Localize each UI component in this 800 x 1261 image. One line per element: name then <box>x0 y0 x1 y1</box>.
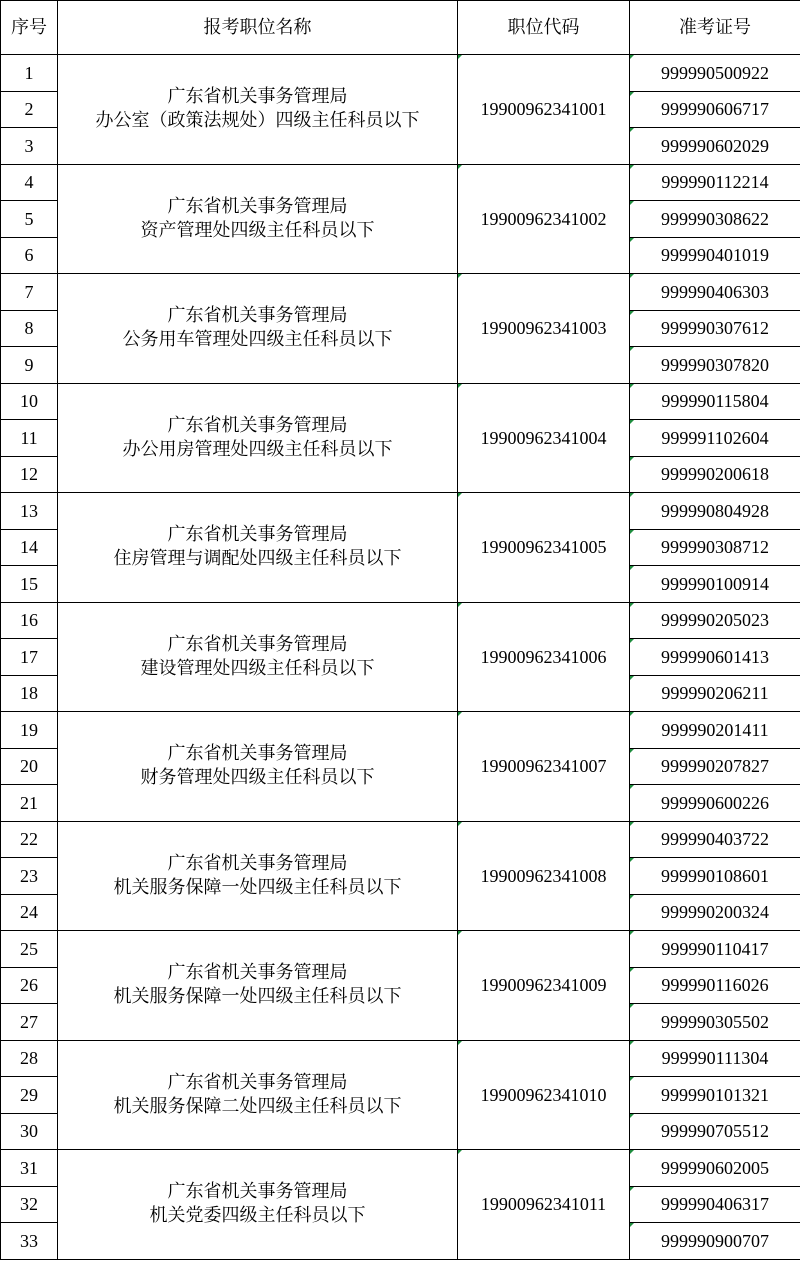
position-title-line: 机关党委四级主任科员以下 <box>149 1205 366 1227</box>
admission-no-cell: 999990200324 <box>630 894 800 931</box>
position-org-line: 广东省机关事务管理局 <box>167 414 348 436</box>
table-row <box>1 55 800 92</box>
position-code-cell: 19900962341001 <box>458 55 630 165</box>
row-index-cell: 17 <box>1 639 58 676</box>
row-index-cell: 6 <box>1 237 58 274</box>
admission-no-cell: 999990804928 <box>630 493 800 530</box>
row-index-cell: 1 <box>1 55 58 92</box>
position-title-line: 办公室（政策法规处）四级主任科员以下 <box>95 110 420 132</box>
position-code-cell: 19900962341007 <box>458 712 630 822</box>
admission-no-cell: 999990403722 <box>630 821 800 858</box>
row-index-cell: 22 <box>1 821 58 858</box>
position-code-cell: 19900962341009 <box>458 931 630 1041</box>
admission-no-cell: 999990406303 <box>630 274 800 311</box>
position-org-line: 广东省机关事务管理局 <box>167 86 348 108</box>
admission-no-cell: 999990602005 <box>630 1150 800 1187</box>
admission-no-cell: 999990115804 <box>630 383 800 420</box>
row-index-cell: 31 <box>1 1150 58 1187</box>
admission-no-cell: 999990116026 <box>630 967 800 1004</box>
admission-no-cell: 999990201411 <box>630 712 800 749</box>
admission-no-cell: 999990307820 <box>630 347 800 384</box>
position-title-line: 财务管理处四级主任科员以下 <box>140 767 375 789</box>
position-title-line: 机关服务保障二处四级主任科员以下 <box>113 1095 402 1117</box>
table-row <box>1 821 800 858</box>
admission-no-cell: 999990705512 <box>630 1113 800 1150</box>
position-name-cell <box>58 55 458 165</box>
table-row <box>1 931 800 968</box>
position-code-cell: 19900962341008 <box>458 821 630 931</box>
table-row <box>1 383 800 420</box>
position-org-line: 广东省机关事务管理局 <box>167 1181 348 1203</box>
table-row <box>1 1150 800 1187</box>
row-index-cell: 20 <box>1 748 58 785</box>
table-row <box>1 274 800 311</box>
table-header-row <box>1 1 800 55</box>
header-position-code: 职位代码 <box>458 1 630 55</box>
position-title-line: 建设管理处四级主任科员以下 <box>140 657 375 679</box>
header-position-name: 报考职位名称 <box>58 1 458 55</box>
admission-no-cell: 999990406317 <box>630 1186 800 1223</box>
admission-no-cell: 999990900707 <box>630 1223 800 1260</box>
table-row <box>1 712 800 749</box>
row-index-cell: 14 <box>1 529 58 566</box>
position-title-line: 资产管理处四级主任科员以下 <box>140 219 375 241</box>
position-title-line: 公务用车管理处四级主任科员以下 <box>122 329 393 351</box>
row-index-cell: 2 <box>1 91 58 128</box>
position-title-line: 住房管理与调配处四级主任科员以下 <box>113 548 402 570</box>
row-index-cell: 13 <box>1 493 58 530</box>
admission-no-cell: 999990308712 <box>630 529 800 566</box>
row-index-cell: 23 <box>1 858 58 895</box>
row-index-cell: 29 <box>1 1077 58 1114</box>
row-index-cell: 26 <box>1 967 58 1004</box>
admission-no-cell: 999990308622 <box>630 201 800 238</box>
position-name-cell <box>58 164 458 274</box>
position-name-cell <box>58 1150 458 1260</box>
position-code-cell: 19900962341005 <box>458 493 630 603</box>
table-row <box>1 164 800 201</box>
position-org-line: 广东省机关事务管理局 <box>167 962 348 984</box>
position-name-cell <box>58 712 458 822</box>
admission-no-cell: 999990305502 <box>630 1004 800 1041</box>
admission-no-cell: 999990307612 <box>630 310 800 347</box>
position-code-cell: 19900962341004 <box>458 383 630 493</box>
row-index-cell: 33 <box>1 1223 58 1260</box>
admission-no-cell: 999990101321 <box>630 1077 800 1114</box>
position-name-cell <box>58 602 458 712</box>
admission-no-cell: 999990602029 <box>630 128 800 165</box>
row-index-cell: 7 <box>1 274 58 311</box>
table-row <box>1 1040 800 1077</box>
position-name-cell <box>58 383 458 493</box>
row-index-cell: 28 <box>1 1040 58 1077</box>
row-index-cell: 5 <box>1 201 58 238</box>
admission-no-cell: 999991102604 <box>630 420 800 457</box>
row-index-cell: 25 <box>1 931 58 968</box>
row-index-cell: 8 <box>1 310 58 347</box>
admission-no-cell: 999990108601 <box>630 858 800 895</box>
position-org-line: 广东省机关事务管理局 <box>167 852 348 874</box>
admission-no-cell: 999990110417 <box>630 931 800 968</box>
position-org-line: 广东省机关事务管理局 <box>167 305 348 327</box>
position-code-cell: 19900962341002 <box>458 164 630 274</box>
admission-no-cell: 999990111304 <box>630 1040 800 1077</box>
row-index-cell: 27 <box>1 1004 58 1041</box>
position-title-line: 办公用房管理处四级主任科员以下 <box>122 438 393 460</box>
row-index-cell: 16 <box>1 602 58 639</box>
admission-no-cell: 999990200618 <box>630 456 800 493</box>
position-title-line: 机关服务保障一处四级主任科员以下 <box>113 986 402 1008</box>
row-index-cell: 19 <box>1 712 58 749</box>
row-index-cell: 10 <box>1 383 58 420</box>
table-row <box>1 602 800 639</box>
position-code-cell: 19900962341003 <box>458 274 630 384</box>
admission-no-cell: 999990500922 <box>630 55 800 92</box>
row-index-cell: 4 <box>1 164 58 201</box>
position-org-line: 广东省机关事务管理局 <box>167 633 348 655</box>
admission-no-cell: 999990100914 <box>630 566 800 603</box>
row-index-cell: 32 <box>1 1186 58 1223</box>
table-row <box>1 493 800 530</box>
row-index-cell: 9 <box>1 347 58 384</box>
admission-no-cell: 999990206211 <box>630 675 800 712</box>
row-index-cell: 11 <box>1 420 58 457</box>
position-name-cell <box>58 1040 458 1150</box>
row-index-cell: 12 <box>1 456 58 493</box>
position-title-line: 机关服务保障一处四级主任科员以下 <box>113 876 402 898</box>
position-code-cell: 19900962341011 <box>458 1150 630 1260</box>
position-name-cell <box>58 493 458 603</box>
admission-no-cell: 999990600226 <box>630 785 800 822</box>
row-index-cell: 24 <box>1 894 58 931</box>
position-name-cell <box>58 274 458 384</box>
position-name-cell <box>58 931 458 1041</box>
position-name-cell <box>58 821 458 931</box>
position-code-cell: 19900962341010 <box>458 1040 630 1150</box>
row-index-cell: 18 <box>1 675 58 712</box>
row-index-cell: 15 <box>1 566 58 603</box>
position-code-cell: 19900962341006 <box>458 602 630 712</box>
admission-no-cell: 999990112214 <box>630 164 800 201</box>
position-org-line: 广东省机关事务管理局 <box>167 195 348 217</box>
position-org-line: 广东省机关事务管理局 <box>167 743 348 765</box>
header-index: 序号 <box>1 1 58 55</box>
position-org-line: 广东省机关事务管理局 <box>167 524 348 546</box>
header-admission-no: 准考证号 <box>630 1 800 55</box>
position-org-line: 广东省机关事务管理局 <box>167 1071 348 1093</box>
row-index-cell: 30 <box>1 1113 58 1150</box>
admission-no-cell: 999990606717 <box>630 91 800 128</box>
table-body <box>1 55 800 1260</box>
row-index-cell: 3 <box>1 128 58 165</box>
row-index-cell: 21 <box>1 785 58 822</box>
admission-no-cell: 999990207827 <box>630 748 800 785</box>
admission-no-cell: 999990205023 <box>630 602 800 639</box>
admission-no-cell: 999990601413 <box>630 639 800 676</box>
admission-no-cell: 999990401019 <box>630 237 800 274</box>
